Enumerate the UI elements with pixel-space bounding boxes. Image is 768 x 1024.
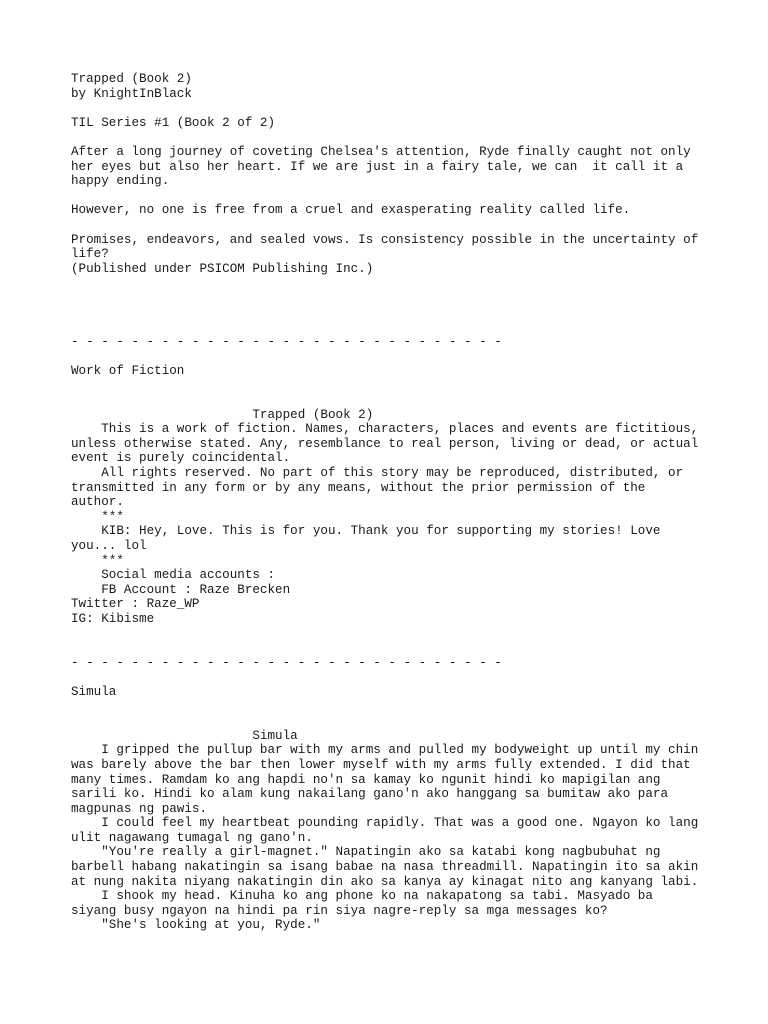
- document-line: ***: [71, 553, 124, 568]
- document-line: [71, 320, 731, 335]
- document-line: ***: [71, 509, 124, 524]
- document-line: Simula: [71, 684, 117, 699]
- document-line: unless otherwise stated. Any, resemblance to real person, living or dead, or actual: [71, 436, 699, 451]
- document-line: Promises, endeavors, and sealed vows. Is consistency possible in the uncertainty of: [71, 232, 699, 247]
- document-line: Social media accounts :: [71, 568, 276, 583]
- document-line: her eyes but also her heart. If we are just in a fairy tale, we can it call it a: [71, 159, 684, 174]
- document-line: transmitted in any form or by any means, without the prior permission of the: [71, 480, 646, 495]
- document-line: ulit nagawang tumagal ng gano'n.: [71, 830, 313, 845]
- document-line: [71, 101, 731, 116]
- document-line: TIL Series #1 (Book 2 of 2): [71, 115, 276, 130]
- document-line: happy ending.: [71, 174, 170, 189]
- document-line: IG: Kibisme: [71, 611, 155, 626]
- document-line: FB Account : Raze Brecken: [71, 582, 291, 597]
- document-line: "She's looking at you, Ryde.": [71, 918, 321, 933]
- document-line: - - - - - - - - - - - - - - - - - - - - - - - - - - - - -: [71, 334, 502, 349]
- document-line: [71, 641, 731, 656]
- document-line: I could feel my heartbeat pounding rapidly. That was a good one. Ngayon ko lang: [71, 816, 699, 831]
- document-line: I shook my head. Kinuha ko ang phone ko na nakapatong sa tabi. Masyado ba: [71, 889, 653, 904]
- document-line: [71, 189, 731, 204]
- document-line: life?: [71, 247, 109, 262]
- document-line: [71, 670, 731, 685]
- document-line: - - - - - - - - - - - - - - - - - - - - - - - - - - - - -: [71, 655, 502, 670]
- document-line: many times. Ramdam ko ang hapdi no'n sa kamay ko ngunit hindi ko mapigilan ang: [71, 772, 661, 787]
- document-line: [71, 291, 731, 306]
- document-line: KIB: Hey, Love. This is for you. Thank you for supporting my stories! Love: [71, 524, 661, 539]
- document-line: [71, 393, 731, 408]
- document-line: Work of Fiction: [71, 363, 185, 378]
- document-line: at nung nakita niyang nakatingin din ako sa kanya ay kinagat nito ang kanyang labi.: [71, 874, 699, 889]
- document-line: [71, 378, 731, 393]
- document-line: Trapped (Book 2): [71, 407, 374, 422]
- document-line: I gripped the pullup bar with my arms and pulled my bodyweight up until my chin: [71, 743, 699, 758]
- document-line: [71, 306, 731, 321]
- document-line: by KnightInBlack: [71, 86, 192, 101]
- document-line: [71, 130, 731, 145]
- document-line: [71, 349, 731, 364]
- document-line: (Published under PSICOM Publishing Inc.): [71, 261, 374, 276]
- document-line: This is a work of fiction. Names, characters, places and events are fictitious,: [71, 422, 699, 437]
- document-line: [71, 714, 731, 729]
- document-line: Simula: [71, 728, 298, 743]
- document-line: [71, 218, 731, 233]
- document-line: Trapped (Book 2): [71, 72, 192, 86]
- document-line: [71, 700, 731, 715]
- document-line: siyang busy ngayon na hindi pa rin siya nagre-reply sa mga messages ko?: [71, 903, 608, 918]
- document-line: was barely above the bar then lower myself with my arms fully extended. I did that: [71, 757, 691, 772]
- document-line: All rights reserved. No part of this story may be reproduced, distributed, or: [71, 466, 684, 481]
- document-body: [71, 72, 731, 933]
- document-line: author.: [71, 495, 124, 510]
- document-line: magpunas ng pawis.: [71, 801, 208, 816]
- document-line: you... lol: [71, 539, 147, 553]
- document-line: However, no one is free from a cruel and exasperating reality called life.: [71, 203, 631, 218]
- document-line: [71, 627, 731, 642]
- document-line: "You're really a girl-magnet." Napatingin ako sa katabi kong nagbubuhat ng: [71, 845, 661, 860]
- document-line: Twitter : Raze_WP: [71, 597, 200, 612]
- document-line: barbell habang nakatingin sa isang babae na nasa threadmill. Napatingin ito sa akin: [71, 860, 699, 875]
- document-line: event is purely coincidental.: [71, 451, 291, 466]
- document-line: [71, 276, 731, 291]
- document-line: After a long journey of coveting Chelsea's attention, Ryde finally caught not only: [71, 144, 691, 159]
- document-line: sarili ko. Hindi ko alam kung nakailang gano'n ako hanggang sa bumitaw ako para: [71, 787, 669, 802]
